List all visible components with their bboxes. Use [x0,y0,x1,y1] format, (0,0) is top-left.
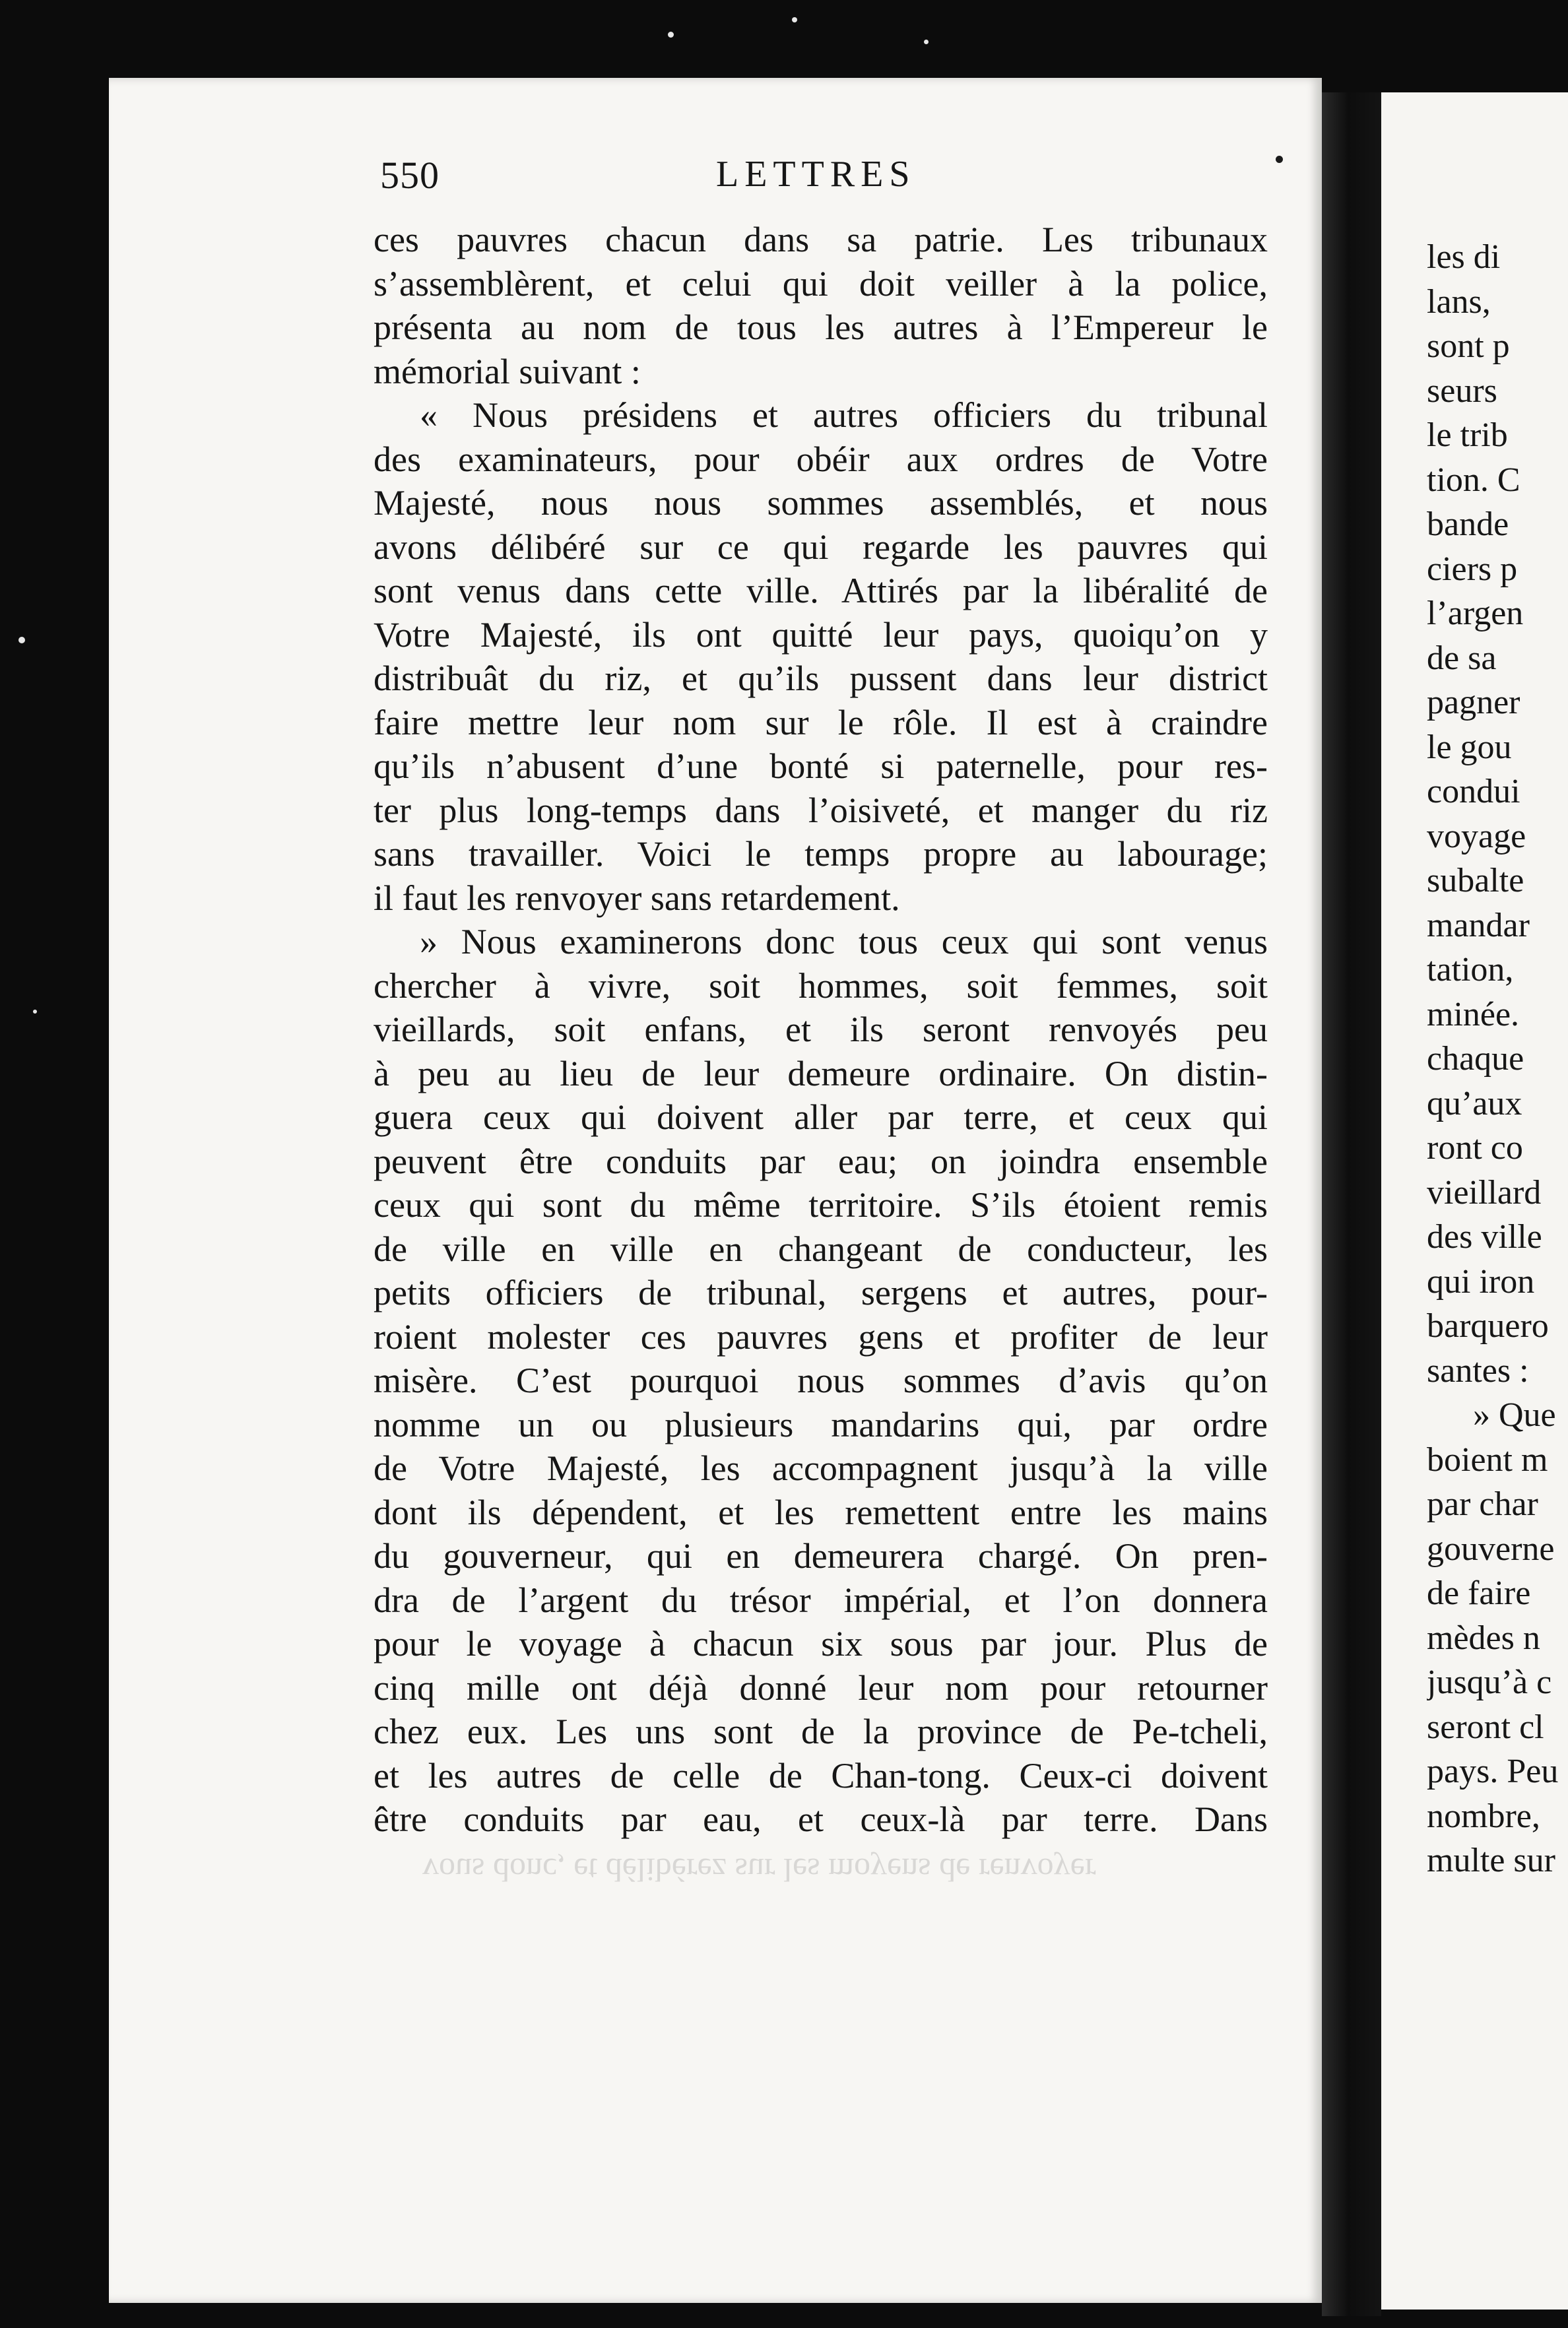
text-line: nomme un ou plusieurs mandarins qui, par ordre [374,1404,1268,1444]
text-line: mèdes n [1427,1619,1540,1657]
text-line: pays. Peu [1427,1753,1559,1790]
text-line: » Nous examinerons donc tous ceux qui sont venus [420,922,1268,961]
right-page-text [1427,235,1568,1883]
text-line: bande [1427,505,1509,543]
text-line: le gou [1427,728,1512,766]
text-line: santes : [1427,1351,1529,1390]
text-line: des ville [1427,1218,1542,1256]
text-line: tion. C [1427,461,1520,499]
text-line: subalte [1427,862,1524,899]
text-line: misère. C’est pourquoi nous sommes d’avis qu’on [374,1361,1268,1400]
text-line: il faut les renvoyer sans retardement. [374,878,900,918]
text-line: lans, [1427,282,1491,321]
text-line: ter plus long-temps dans l’oisiveté, et manger du riz [374,790,1268,830]
left-page-text [374,218,1268,1842]
text-line: le trib [1427,416,1508,454]
text-line: petits officiers de tribunal, sergens et autres, pour- [374,1273,1268,1312]
text-line: avons délibéré sur ce qui regarde les pauvres qui [374,527,1268,567]
text-line: qu’aux [1427,1084,1522,1122]
text-line: ront co [1427,1129,1523,1167]
book-gutter [1322,92,1381,2316]
dust-speck [18,637,25,643]
text-line: ceux qui sont du même territoire. S’ils étoient remis [374,1185,1268,1225]
dust-speck [792,17,797,22]
text-line: Votre Majesté, ils ont quitté leur pays, quoiqu’on y [374,614,1268,655]
text-line: présenta au nom de tous les autres à l’Empereur le [374,307,1268,347]
text-line: s’assemblèrent, et celui qui doit veiller à la police, [374,263,1268,304]
text-line: boient m [1427,1440,1548,1479]
running-head: LETTRES [716,154,916,195]
text-line: dra de l’argent du trésor impérial, et l’on donnera [374,1580,1268,1620]
text-line: Majesté, nous nous sommes assemblés, et nous [374,483,1268,523]
text-line: guera ceux qui doivent aller par terre, et ceux qui [374,1097,1268,1137]
text-line: les di [1427,238,1501,276]
text-line: et les autres de celle de Chan-tong. Ceux-ci doivent [374,1755,1268,1795]
text-line: chaque [1427,1040,1524,1078]
text-line: multe sur [1427,1842,1555,1879]
text-line: qui iron [1427,1262,1535,1301]
text-line: à peu au lieu de leur demeure ordinaire. On distin- [374,1053,1268,1093]
page-number: 550 [380,154,440,197]
text-line: de ville en ville en changeant de conducteur, les [374,1229,1268,1269]
text-line: sont venus dans cette ville. Attirés par la libéralité de [374,571,1268,610]
text-line: pagner [1427,684,1520,721]
text-line: tation, [1427,951,1514,988]
ink-dot [1276,156,1283,163]
dust-speck [668,32,674,38]
text-line: nombre, [1427,1797,1540,1835]
text-line: de Votre Majesté, les accompagnent jusqu’à la ville [374,1448,1268,1488]
dust-speck [33,1010,37,1014]
text-line: ces pauvres chacun dans sa patrie. Les tribunaux [374,220,1268,259]
text-line: de sa [1427,639,1497,677]
text-line: distribuât du riz, et qu’ils pussent dans leur district [374,659,1268,698]
text-line: jusqu’à c [1427,1664,1552,1701]
text-line: être conduits par eau, et ceux-là par terre. Dans [374,1799,1268,1839]
text-line: ciers p [1427,550,1518,588]
text-line: seront cl [1427,1708,1544,1746]
text-line: voyage [1427,817,1526,855]
text-line: vieillards, soit enfans, et ils seront renvoyés peu [374,1010,1268,1049]
text-line: l’argen [1427,595,1524,632]
text-line: par char [1427,1485,1538,1523]
text-line: pour le voyage à chacun six sous par jour. Plus de [374,1624,1268,1664]
text-line: roient molester ces pauvres gens et profiter de leur [374,1316,1268,1357]
text-line: sans travailler. Voici le temps propre au labourage; [374,834,1268,874]
text-line: barquero [1427,1307,1549,1345]
text-line: » Que [1473,1396,1556,1434]
text-line: sont p [1427,327,1510,365]
text-line: faire mettre leur nom sur le rôle. Il est à craindre [374,702,1268,742]
text-line: des examinateurs, pour obéir aux ordres de Votre [374,439,1268,479]
text-line: « Nous présidens et autres officiers du tribunal [420,395,1268,435]
text-line: qu’ils n’abusent d’une bonté si paternelle, pour res- [374,746,1268,786]
text-line: cinq mille ont déjà donné leur nom pour retourner [374,1667,1268,1708]
text-line: chercher à vivre, soit hommes, soit femmes, soit [374,965,1268,1006]
text-line: du gouverneur, qui en demeurera chargé. On pren- [374,1536,1268,1576]
text-line: minée. [1427,995,1520,1033]
text-line: mémorial suivant : [374,351,641,391]
text-line: de faire [1427,1574,1531,1612]
text-line: mandar [1427,906,1530,944]
text-line: vieillard [1427,1173,1542,1212]
text-line: chez eux. Les uns sont de la province de Pe-tcheli, [374,1712,1268,1751]
text-line: condui [1427,773,1520,810]
dust-speck [924,40,929,44]
text-line: dont ils dépendent, et les remettent entre les mains [374,1492,1268,1532]
text-line: seurs [1427,372,1497,410]
show-through-text: vous donc, et délibérez sur les moyens de renvoyer [422,1852,1096,1889]
text-line: gouverne [1427,1530,1555,1568]
text-line: peuvent être conduits par eau; on joindra ensemble [374,1141,1268,1181]
